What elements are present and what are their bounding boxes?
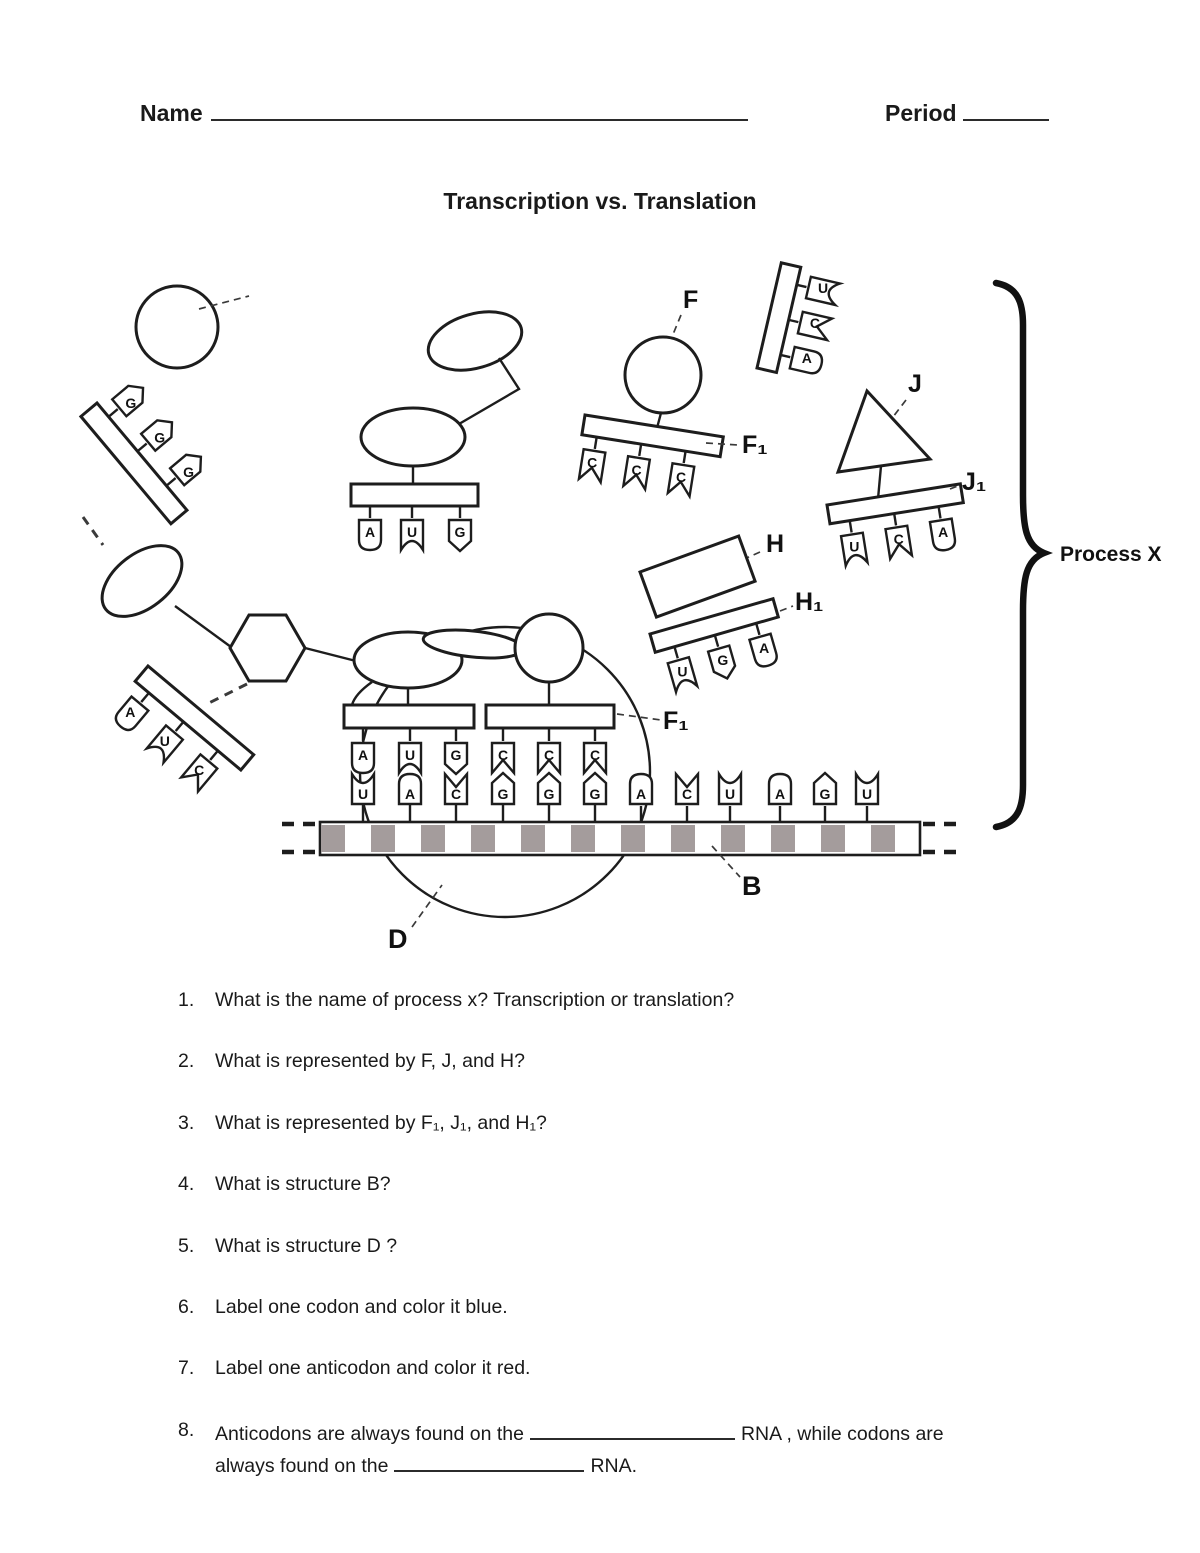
codon-flag bbox=[399, 774, 421, 804]
base-flag bbox=[181, 754, 217, 791]
base-flag bbox=[401, 520, 423, 550]
label-f1-ribosome: F₁ bbox=[663, 707, 689, 735]
process-x-brace bbox=[996, 283, 1162, 827]
codon-flag bbox=[769, 774, 791, 804]
label-f: F bbox=[683, 286, 699, 314]
base-flag bbox=[798, 311, 832, 340]
label-h1: H₁ bbox=[795, 588, 824, 616]
codon-flag bbox=[630, 774, 652, 804]
svg-text:A: A bbox=[759, 640, 770, 657]
trna-exiting-auc bbox=[107, 666, 254, 804]
question-number: 2. bbox=[178, 1050, 195, 1073]
anticodon-flag bbox=[492, 743, 514, 773]
polypeptide-chain bbox=[89, 531, 356, 703]
question-text: What is represented by F, J, and H? bbox=[215, 1050, 525, 1073]
d-leader-line bbox=[412, 885, 442, 927]
question-number: 5. bbox=[178, 1234, 195, 1257]
svg-text:G: G bbox=[589, 786, 601, 802]
svg-text:C: C bbox=[589, 747, 601, 763]
label-h: H bbox=[766, 530, 785, 558]
question-text: What is structure B? bbox=[215, 1173, 391, 1196]
q8-line1-pre: Anticodons are always found on the bbox=[215, 1422, 524, 1445]
codon-flag bbox=[352, 774, 374, 804]
trna-j-uca bbox=[827, 370, 986, 567]
process-x-label: Process X bbox=[1060, 543, 1162, 566]
base-flag bbox=[749, 634, 778, 669]
svg-text:C: C bbox=[497, 747, 509, 763]
svg-text:U: U bbox=[404, 747, 416, 763]
base-flag bbox=[170, 448, 210, 487]
svg-text:U: U bbox=[849, 538, 860, 555]
anticodon-flag bbox=[399, 743, 421, 773]
base-flag bbox=[668, 657, 697, 692]
svg-text:G: G bbox=[183, 464, 195, 481]
svg-text:G: G bbox=[450, 747, 462, 763]
svg-text:U: U bbox=[406, 524, 418, 540]
question-number: 1. bbox=[178, 989, 195, 1011]
svg-text:U: U bbox=[357, 786, 369, 802]
base-flag bbox=[708, 646, 738, 682]
base-flag bbox=[841, 533, 867, 566]
trna-f-ccc bbox=[575, 286, 768, 500]
svg-text:U: U bbox=[817, 279, 829, 296]
svg-text:G: G bbox=[154, 429, 166, 446]
codon-flag bbox=[719, 774, 741, 804]
codon-flag bbox=[856, 774, 878, 804]
question-item bbox=[178, 1295, 1088, 1319]
amino-acid-rectangle-h bbox=[640, 536, 755, 617]
svg-text:C: C bbox=[893, 531, 904, 548]
svg-text:G: G bbox=[125, 395, 137, 412]
svg-text:C: C bbox=[450, 786, 462, 802]
svg-text:C: C bbox=[631, 461, 642, 478]
name-label: Name bbox=[140, 100, 203, 126]
codon-flag bbox=[538, 773, 560, 804]
codon-flag bbox=[814, 773, 836, 804]
svg-text:G: G bbox=[717, 652, 729, 669]
question-item bbox=[178, 1049, 1088, 1073]
svg-text:G: G bbox=[543, 786, 555, 802]
anticodon-flag bbox=[352, 743, 374, 773]
q8-line2-post: RNA. bbox=[590, 1454, 638, 1477]
questions-list bbox=[178, 988, 1088, 1519]
anticodon-flag bbox=[584, 743, 606, 773]
svg-text:A: A bbox=[357, 747, 369, 763]
svg-text:G: G bbox=[497, 786, 509, 802]
anticodon-flag bbox=[445, 743, 467, 774]
period-label: Period bbox=[885, 100, 957, 126]
svg-text:A: A bbox=[404, 786, 416, 802]
trna-free-aug bbox=[351, 302, 529, 551]
label-f1-top: F₁ bbox=[742, 431, 768, 459]
question-item bbox=[178, 1172, 1088, 1196]
svg-text:C: C bbox=[809, 314, 821, 331]
svg-text:A: A bbox=[125, 704, 136, 721]
svg-text:A: A bbox=[635, 786, 647, 802]
base-flag bbox=[668, 463, 694, 496]
base-flag bbox=[806, 276, 840, 305]
question-text: What is represented by F₁, J₁, and H₁? bbox=[215, 1111, 547, 1134]
question-number: 8. bbox=[178, 1418, 195, 1441]
label-j1: J₁ bbox=[962, 468, 987, 496]
question-number: 7. bbox=[178, 1357, 195, 1380]
question-number: 6. bbox=[178, 1295, 195, 1318]
codon-flag bbox=[492, 773, 514, 804]
amino-acid-circle-topleft bbox=[136, 286, 249, 368]
amino-acid-triangle-j bbox=[838, 391, 930, 472]
question-text bbox=[215, 1418, 944, 1482]
svg-text:C: C bbox=[194, 761, 205, 778]
dashed-connector bbox=[83, 517, 103, 545]
svg-text:U: U bbox=[861, 786, 873, 802]
svg-text:U: U bbox=[159, 733, 170, 750]
question-item bbox=[178, 988, 1088, 1012]
trna-left-ggg bbox=[81, 374, 222, 524]
question-item bbox=[178, 1356, 1088, 1380]
svg-text:A: A bbox=[801, 350, 812, 367]
question-number: 4. bbox=[178, 1173, 195, 1196]
svg-text:C: C bbox=[675, 468, 687, 485]
label-j: J bbox=[908, 370, 922, 398]
base-flag bbox=[449, 520, 471, 551]
svg-text:U: U bbox=[724, 786, 736, 802]
svg-text:C: C bbox=[681, 786, 693, 802]
svg-text:U: U bbox=[677, 663, 688, 680]
worksheet-title: Transcription vs. Translation bbox=[443, 188, 757, 214]
svg-text:A: A bbox=[364, 524, 376, 540]
svg-text:G: G bbox=[454, 524, 466, 540]
base-flag bbox=[359, 520, 381, 550]
q8-blank-2 bbox=[394, 1456, 584, 1472]
base-flag bbox=[147, 725, 183, 762]
q8-line2-pre: always found on the bbox=[215, 1454, 389, 1477]
label-d: D bbox=[388, 924, 408, 954]
svg-text:C: C bbox=[543, 747, 555, 763]
svg-text:C: C bbox=[587, 454, 598, 471]
question-text: What is the name of process x? Transcription or translation? bbox=[215, 989, 735, 1011]
codon-flag bbox=[584, 773, 606, 804]
question-text: What is structure D ? bbox=[215, 1234, 398, 1257]
base-flag bbox=[579, 449, 605, 482]
base-flag bbox=[885, 526, 911, 559]
question-text: Label one codon and color it blue. bbox=[215, 1295, 508, 1318]
base-flag bbox=[112, 379, 152, 418]
base-flag bbox=[141, 414, 181, 453]
base-flag bbox=[623, 456, 649, 489]
svg-text:A: A bbox=[938, 524, 949, 541]
trna-top-right-uca bbox=[757, 263, 842, 382]
question-number: 3. bbox=[178, 1111, 195, 1134]
svg-text:G: G bbox=[819, 786, 831, 802]
trna-h-uga bbox=[640, 530, 823, 696]
question-item bbox=[178, 1234, 1088, 1258]
codon-flag bbox=[445, 774, 467, 804]
mrna-codon-flags bbox=[630, 773, 878, 822]
codon-flag bbox=[676, 774, 698, 804]
svg-text:A: A bbox=[774, 786, 786, 802]
question-item bbox=[178, 1111, 1088, 1135]
anticodon-flag bbox=[538, 743, 560, 773]
base-flag bbox=[112, 697, 148, 734]
base-flag bbox=[930, 519, 956, 552]
question-text: Label one anticodon and color it red. bbox=[215, 1357, 531, 1380]
amino-acid-circle-f bbox=[625, 337, 701, 413]
amino-acid-hexagon bbox=[230, 615, 305, 681]
q8-line1-post: RNA , while codons are bbox=[740, 1422, 944, 1445]
label-b: B bbox=[742, 871, 762, 901]
amino-acid-circle-f-incoming bbox=[515, 614, 583, 682]
q8-blank-1 bbox=[530, 1424, 735, 1440]
base-flag bbox=[790, 346, 824, 375]
question-item bbox=[178, 1418, 1088, 1482]
